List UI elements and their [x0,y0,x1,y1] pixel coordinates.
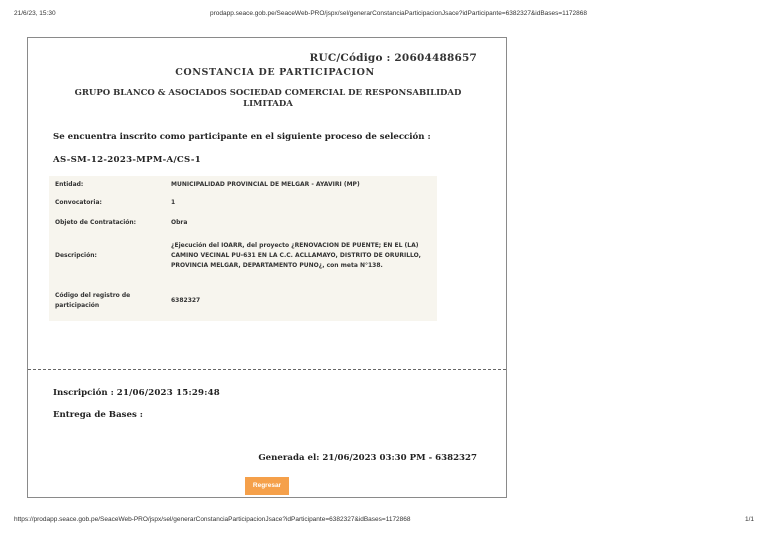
table-row [49,281,437,321]
ruc-code: RUC/Código : 20604488657 [309,52,477,64]
document-title: CONSTANCIA DE PARTICIPACION [175,67,375,78]
convocatoria-label: Convocatoria: [55,198,102,206]
company-name-line2: LIMITADA [243,99,293,109]
generada-timestamp: Generada el: 21/06/2023 03:30 PM - 6382327 [258,453,477,463]
table-row [49,214,437,231]
inscripcion-label: Inscripción : [53,388,114,398]
inscripcion-line [53,388,220,398]
entidad-value: MUNICIPALIDAD PROVINCIAL DE MELGAR - AYAVIRI (MP) [171,180,360,188]
print-header-url: prodapp.seace.gob.pe/SeaceWeb-PRO/jspx/sel/generarConstanciaParticipacionJsace?idParticipante=6382327&idBases=1172868 [210,10,588,17]
inscrito-statement: Se encuentra inscrito como participante en el siguiente proceso de selección : [53,132,431,142]
dashed-divider [28,369,506,370]
descripcion-value: ¿Ejecución del IOARR, del proyecto ¿RENOVACION DE PUENTE; EN EL (LA) CAMINO VECINAL PU-631 EN LA C.C. ACLLAMAYO, DISTRITO DE ORURILLO, PROVINCIA MELGAR, DEPARTAMENTO PUNO¿, con meta N°138. [171,242,421,269]
company-name-line1: GRUPO BLANCO & ASOCIADOS SOCIEDAD COMERCIAL DE RESPONSABILIDAD [74,88,462,98]
company-name [68,88,468,110]
convocatoria-value: 1 [171,198,176,206]
codigo-registro-label: Código del registro de participación [55,292,131,309]
print-header [14,10,754,20]
table-row [49,190,437,214]
table-row [49,231,437,281]
page-number: 1/1 [744,516,754,523]
print-footer-url: https://prodapp.seace.gob.pe/SeaceWeb-PRO/jspx/sel/generarConstanciaParticipacionJsace?idParticipante=6382327&idBases=1172868 [14,516,411,523]
constancia-panel [27,37,507,498]
entidad-label: Entidad: [55,180,84,188]
codigo-registro-value: 6382327 [171,297,201,304]
proceso-code: AS-SM-12-2023-MPM-A/CS-1 [53,155,202,165]
entrega-bases-label: Entrega de Bases : [53,410,143,420]
print-datetime: 21/6/23, 15:30 [14,10,56,17]
process-details-table [49,176,437,321]
objeto-label: Objeto de Contratación: [55,219,137,226]
print-footer [14,516,754,526]
regresar-button[interactable]: Regresar [245,477,289,495]
objeto-value: Obra [171,219,188,226]
table-row [49,176,437,190]
inscripcion-value: 21/06/2023 15:29:48 [116,388,220,398]
descripcion-label: Descripción: [55,252,97,259]
